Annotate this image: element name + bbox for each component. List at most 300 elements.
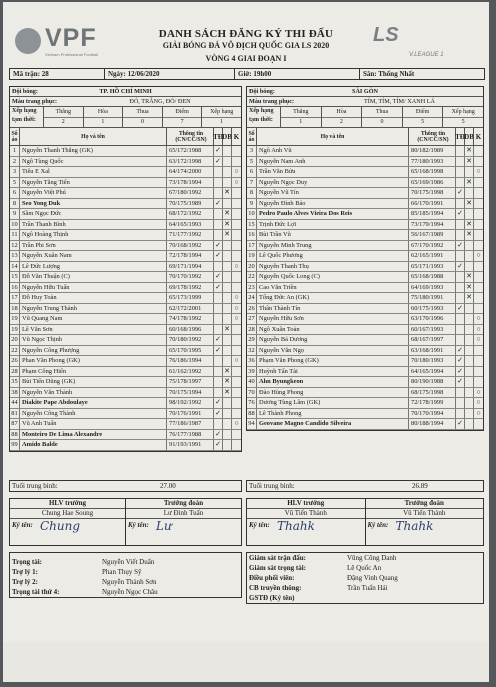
player-row	[247, 188, 483, 199]
player-number: 16	[247, 230, 257, 240]
substitute-mark	[223, 293, 232, 303]
official-name: Lê Quốc An	[347, 564, 382, 572]
player-info: 98/192/1992	[167, 398, 214, 408]
substitute-mark	[223, 178, 232, 188]
col-info: Thông tin (CN/CC/SN)	[409, 128, 456, 145]
player-number: 35	[10, 377, 20, 387]
player-number: 88	[10, 430, 20, 440]
time-label: Giờ:	[238, 70, 252, 78]
official-name: Nguyễn Ngọc Châu	[102, 588, 158, 596]
official-name: Vũng Công Danh	[347, 554, 397, 562]
player-number: 8	[247, 188, 257, 198]
player-row	[247, 314, 483, 325]
player-info: 70/170/1992	[167, 272, 214, 282]
not-playing-mark	[474, 262, 483, 272]
sign-label: Ký tên:	[367, 521, 389, 529]
substitute-mark: ✕	[465, 293, 474, 303]
starting-mark	[456, 230, 465, 240]
player-number: 19	[10, 314, 20, 324]
player-name: Lê Thành Phong	[257, 409, 409, 419]
away-draws: 2	[339, 119, 343, 125]
player-name: Nguyễn Xuân Nam	[20, 251, 167, 261]
official-name: Phan Thụy Sỹ	[102, 568, 142, 576]
home-coach-name: Chung Hae Soung	[10, 509, 125, 519]
starting-mark: ✓	[214, 430, 223, 440]
official-name: Nguyễn Viết Duẩn	[102, 558, 155, 566]
player-row	[10, 199, 241, 210]
player-row	[10, 335, 241, 346]
player-number: 88	[247, 409, 257, 419]
official-row	[247, 553, 483, 563]
player-number: 32	[247, 346, 257, 356]
not-playing-mark	[474, 188, 483, 198]
win-header: Thắng	[281, 107, 321, 118]
player-info: 71/177/1992	[167, 230, 214, 240]
player-number: 12	[10, 241, 20, 251]
home-draws: 1	[101, 119, 105, 125]
not-playing-mark	[474, 304, 483, 314]
player-name: Phan Văn Phong (GK)	[20, 356, 167, 366]
starting-mark: ✓	[214, 409, 223, 419]
player-name: Thân Thành Tín	[257, 304, 409, 314]
starting-mark	[214, 388, 223, 398]
match-venue: Thống Nhất	[378, 70, 415, 78]
player-info: 64/169/1993	[409, 283, 456, 293]
not-playing-mark	[474, 377, 483, 387]
player-name: Nguyễn Vũ Tín	[257, 188, 409, 198]
starting-mark: ✓	[456, 367, 465, 377]
substitute-mark	[465, 367, 474, 377]
substitute-mark: ✕	[465, 272, 474, 282]
starting-mark	[456, 398, 465, 408]
starting-mark	[214, 188, 223, 198]
player-number: 27	[247, 314, 257, 324]
player-number: 26	[247, 304, 257, 314]
not-playing-mark: ○	[234, 177, 239, 186]
player-name: Trần Thanh Bình	[20, 220, 167, 230]
away-team-name: SÀI GÒN	[352, 88, 378, 95]
player-name: Phạm Văn Phong (GK)	[257, 356, 409, 366]
player-row	[10, 346, 241, 357]
not-playing-mark	[232, 230, 241, 240]
player-info: 69/171/1994	[167, 262, 214, 272]
player-row	[247, 251, 483, 262]
points-header: Điểm	[403, 107, 443, 118]
away-manager-name: Vũ Tiến Thành	[366, 509, 484, 519]
player-row	[10, 157, 241, 168]
substitute-mark	[465, 241, 474, 251]
vpf-logo-subtitle: Vietnam Professional Football	[45, 52, 99, 57]
player-name: Nguyễn Văn Ngọ	[257, 346, 409, 356]
player-info: 80/182/1989	[409, 146, 456, 156]
player-name: Đào Hùng Phong	[257, 388, 409, 398]
player-info: 76/186/1994	[167, 356, 214, 366]
player-number: 36	[247, 356, 257, 366]
not-playing-mark	[232, 188, 241, 198]
away-losses: 0	[380, 119, 384, 125]
official-row	[10, 557, 241, 567]
ls-logo-text: LS	[373, 24, 399, 46]
home-losses: 0	[140, 119, 144, 125]
rank-caption: Xếp hạng tạm thời:	[247, 107, 281, 127]
player-info: 77/180/1993	[409, 157, 456, 167]
not-playing-mark: ○	[234, 293, 239, 301]
team-sheet	[3, 2, 489, 682]
player-name: Nguyễn Ngọc Duy	[257, 178, 409, 188]
not-playing-mark	[232, 377, 241, 387]
player-info: 70/176/1991	[167, 409, 214, 419]
col-db: DB	[465, 128, 474, 145]
substitute-mark	[223, 304, 232, 314]
not-playing-mark	[474, 209, 483, 219]
official-role: Giám sát trận đấu:	[249, 554, 306, 562]
not-playing-mark	[474, 220, 483, 230]
player-number: 24	[247, 293, 257, 303]
player-row	[10, 220, 241, 231]
player-info: 68/175/1998	[409, 388, 456, 398]
away-kit: TÍM, TÍM, TÍM/ XANH LÁ	[364, 98, 435, 105]
substitute-mark	[465, 398, 474, 408]
match-no: 28	[41, 70, 49, 78]
not-playing-mark: ○	[234, 314, 239, 322]
starting-mark: ✓	[456, 304, 465, 314]
substitute-mark	[223, 398, 232, 408]
player-row	[10, 398, 241, 409]
away-position: 5	[461, 119, 465, 125]
not-playing-mark	[232, 346, 241, 356]
player-info: 72/178/1994	[167, 251, 214, 261]
page-bottom-margin	[3, 642, 489, 682]
date-label: Ngày:	[108, 70, 126, 78]
not-playing-mark	[474, 157, 483, 167]
starting-mark	[456, 293, 465, 303]
player-row	[247, 398, 483, 409]
player-row	[247, 367, 483, 378]
substitute-mark	[465, 346, 474, 356]
coach-header: HLV trưởng	[10, 499, 125, 509]
kit-label: Màu trang phục:	[12, 98, 58, 105]
team-label: Đội bóng:	[249, 88, 275, 95]
not-playing-mark: ○	[476, 251, 481, 259]
player-number: 19	[247, 251, 257, 261]
not-playing-mark	[232, 367, 241, 377]
not-playing-mark	[232, 220, 241, 230]
substitute-mark	[223, 409, 232, 419]
team-label: Đội bóng:	[12, 88, 38, 95]
manager-header: Trưởng đoàn	[126, 499, 241, 509]
player-number: 17	[10, 293, 20, 303]
player-name: Ngô Hoàng Thịnh	[20, 230, 167, 240]
player-name: Pedro Paulo Alves Vieira Dos Reis	[257, 209, 409, 219]
home-coach-signature: Chung	[40, 519, 81, 533]
player-info: 70/170/1994	[409, 409, 456, 419]
player-name: Diakite Pape Abdoulaye	[20, 398, 167, 408]
player-name: Amido Balde	[20, 440, 167, 450]
substitute-mark	[465, 388, 474, 398]
starting-mark	[456, 314, 465, 324]
player-number: 13	[10, 251, 20, 261]
starting-mark: ✓	[456, 241, 465, 251]
match-no-label: Mã trận:	[13, 70, 41, 78]
player-name: Ngô Tùng Quốc	[20, 157, 167, 167]
home-avg-age: 27.00	[160, 482, 176, 490]
substitute-mark	[223, 419, 232, 429]
not-playing-mark: ○	[234, 303, 239, 312]
player-name: Trịnh Đức Lợi	[257, 220, 409, 230]
substitute-mark: ✕	[223, 209, 232, 219]
player-number: 39	[247, 367, 257, 377]
not-playing-mark	[474, 346, 483, 356]
points-header: Điểm	[163, 107, 202, 118]
col-k: K	[475, 132, 482, 141]
player-info: 70/180/1992	[167, 335, 214, 345]
home-avg-age-box	[9, 480, 242, 492]
home-kit: ĐỎ, TRẮNG, ĐỎ/ ĐEN	[129, 98, 191, 105]
player-info: 66/170/1991	[409, 199, 456, 209]
not-playing-mark	[232, 146, 241, 156]
substitute-mark	[465, 377, 474, 387]
not-playing-mark: ○	[476, 408, 481, 417]
not-playing-mark	[474, 283, 483, 293]
official-row	[10, 587, 241, 597]
official-role: Trọng tài:	[12, 558, 43, 566]
player-number: 18	[10, 304, 20, 314]
player-number: 29	[247, 335, 257, 345]
starting-mark: ✓	[456, 356, 465, 366]
home-team-name: TP. HỒ CHÍ MINH	[99, 88, 152, 95]
player-row	[10, 304, 241, 315]
player-name: Nguyễn Hữu Sơn	[257, 314, 409, 324]
player-name: Bùi Trần Vũ	[257, 230, 409, 240]
player-name: Ngô Anh Vũ	[257, 146, 409, 156]
player-name: Đỗ Huy Toàn	[20, 293, 167, 303]
player-name: Trần Phi Sơn	[20, 241, 167, 251]
player-number: 28	[247, 325, 257, 335]
player-row	[10, 167, 241, 178]
substitute-mark: ✕	[465, 157, 474, 167]
player-number: 14	[10, 262, 20, 272]
substitute-mark	[465, 167, 474, 177]
player-info: 70/168/1992	[167, 241, 214, 251]
loss-header: Thua	[362, 107, 402, 118]
col-db: DB	[223, 128, 232, 145]
substitute-mark: ✕	[223, 325, 232, 335]
substitute-mark	[465, 356, 474, 366]
player-row	[10, 262, 241, 273]
avg-age-label: Tuổi trung bình:	[12, 482, 58, 490]
player-row	[10, 188, 241, 199]
substitute-mark	[223, 167, 232, 177]
player-row	[247, 325, 483, 336]
player-number: 76	[247, 398, 257, 408]
away-wins: 1	[299, 119, 303, 125]
player-row	[247, 388, 483, 399]
player-info: 85/185/1994	[409, 209, 456, 219]
player-number: 3	[10, 167, 20, 177]
rank-caption: Xếp hạng tạm thời:	[10, 107, 44, 127]
home-position: 1	[220, 119, 224, 125]
player-row	[247, 178, 483, 189]
col-no: Số áo	[247, 128, 257, 145]
starting-mark	[214, 314, 223, 324]
player-info: 80/190/1988	[409, 377, 456, 387]
player-info: 77/186/1987	[167, 419, 214, 429]
player-info: 80/188/1994	[409, 419, 456, 429]
player-row	[247, 146, 483, 157]
not-playing-mark: ○	[476, 167, 481, 175]
player-row	[10, 409, 241, 420]
away-points: 5	[421, 119, 425, 125]
player-name: Seo Yong Duk	[20, 199, 167, 209]
player-number: 8	[10, 199, 20, 209]
not-playing-mark	[232, 388, 241, 398]
player-number: 6	[247, 167, 257, 177]
supervisor-list	[247, 553, 483, 603]
player-name: Lê Quốc Phương	[257, 251, 409, 261]
official-row	[247, 583, 483, 593]
player-info: 65/168/1988	[409, 272, 456, 282]
player-row	[247, 283, 483, 294]
substitute-mark: ✕	[223, 220, 232, 230]
player-info: 62/172/2001	[167, 304, 214, 314]
away-team-box	[246, 86, 484, 431]
player-name: Nguyễn Việt Phú	[20, 188, 167, 198]
col-info: Thông tin (CN/CC/SN)	[167, 128, 214, 145]
venue-label: Sân:	[363, 70, 377, 78]
starting-mark: ✓	[214, 251, 223, 261]
sign-label: Ký tên:	[249, 521, 270, 529]
player-row	[10, 356, 241, 367]
player-info: 65/169/1986	[409, 178, 456, 188]
starting-mark	[456, 335, 465, 345]
player-name: Nguyễn Công Phượng	[20, 346, 167, 356]
player-name: Ahn Byungkeon	[257, 377, 409, 387]
not-playing-mark	[232, 325, 241, 335]
col-td: TĐ	[456, 128, 465, 145]
home-points: 7	[180, 119, 184, 125]
player-row	[10, 419, 241, 430]
player-number: 16	[10, 283, 20, 293]
home-standings	[10, 107, 241, 128]
player-info: 62/165/1991	[409, 251, 456, 261]
substitute-mark	[465, 325, 474, 335]
not-playing-mark	[232, 409, 241, 419]
starting-mark	[456, 146, 465, 156]
player-name: Tống Đức An (GK)	[257, 293, 409, 303]
not-playing-mark	[232, 272, 241, 282]
player-row	[247, 335, 483, 346]
player-name: Tiêu E Xal	[20, 167, 167, 177]
supervisors-box	[246, 552, 484, 604]
sign-label: Ký tên:	[128, 521, 149, 529]
player-number: 11	[10, 230, 20, 240]
player-name: Nguyễn Bá Dương	[257, 335, 409, 345]
substitute-mark: ✕	[465, 220, 474, 230]
not-playing-mark	[474, 419, 483, 429]
player-info: 60/175/1993	[409, 304, 456, 314]
manager-header: Trưởng đoàn	[366, 499, 484, 509]
player-info: 70/175/1994	[167, 388, 214, 398]
starting-mark: ✓	[214, 146, 223, 156]
starting-mark	[456, 220, 465, 230]
not-playing-mark	[232, 283, 241, 293]
player-info: 67/180/1992	[167, 188, 214, 198]
not-playing-mark: ○	[476, 335, 481, 343]
substitute-mark	[223, 199, 232, 209]
not-playing-mark: ○	[476, 324, 481, 333]
substitute-mark	[465, 304, 474, 314]
player-info: 72/178/1999	[409, 398, 456, 408]
player-name: Bùi Tiến Dũng (GK)	[20, 377, 167, 387]
player-row	[10, 241, 241, 252]
player-name: Vũ Quang Nam	[20, 314, 167, 324]
not-playing-mark	[474, 199, 483, 209]
starting-mark	[214, 209, 223, 219]
player-number: 2	[10, 157, 20, 167]
player-row	[10, 146, 241, 157]
player-number: 70	[247, 388, 257, 398]
substitute-mark	[223, 430, 232, 440]
player-info: 61/162/1992	[167, 367, 214, 377]
official-row	[247, 573, 483, 583]
kit-label: Màu trang phục:	[249, 98, 295, 105]
not-playing-mark	[232, 430, 241, 440]
player-row	[247, 209, 483, 220]
starting-mark: ✓	[214, 157, 223, 167]
player-row	[10, 283, 241, 294]
not-playing-mark	[232, 398, 241, 408]
official-role: Trợ lý 2:	[12, 578, 38, 586]
player-row	[247, 419, 483, 430]
player-row	[247, 356, 483, 367]
starting-mark: ✓	[214, 398, 223, 408]
loss-header: Thua	[123, 107, 162, 118]
player-number: 26	[10, 356, 20, 366]
substitute-mark	[465, 262, 474, 272]
player-row	[10, 230, 241, 241]
official-row	[247, 563, 483, 573]
player-name: Nguyễn Trung Thành	[20, 304, 167, 314]
starting-mark	[456, 409, 465, 419]
player-number: 15	[10, 272, 20, 282]
starting-mark: ✓	[214, 283, 223, 293]
player-row	[10, 440, 241, 451]
not-playing-mark	[232, 157, 241, 167]
player-name: Dương Tùng Lâm (GK)	[257, 398, 409, 408]
player-table-header	[10, 128, 241, 146]
player-name: Huỳnh Tấn Tài	[257, 367, 409, 377]
player-row	[247, 409, 483, 420]
away-standings	[247, 107, 483, 128]
player-info: 64/165/1994	[409, 367, 456, 377]
player-name: Nguyễn Công Thành	[20, 409, 167, 419]
official-name: Trần Tuấn Hải	[347, 584, 388, 592]
substitute-mark	[223, 314, 232, 324]
match-date: 12/06/2020	[127, 70, 160, 78]
match-time: 19h00	[253, 70, 272, 78]
not-playing-mark: ○	[476, 314, 481, 322]
home-staff-box	[9, 498, 242, 546]
player-row	[247, 230, 483, 241]
substitute-mark: ✕	[465, 178, 474, 188]
player-number: 40	[247, 377, 257, 387]
player-number: 19	[10, 325, 20, 335]
player-info: 63/172/1998	[167, 157, 214, 167]
player-row	[10, 430, 241, 441]
official-row	[247, 593, 483, 603]
col-no: Số áo	[10, 128, 20, 145]
substitute-mark	[223, 272, 232, 282]
